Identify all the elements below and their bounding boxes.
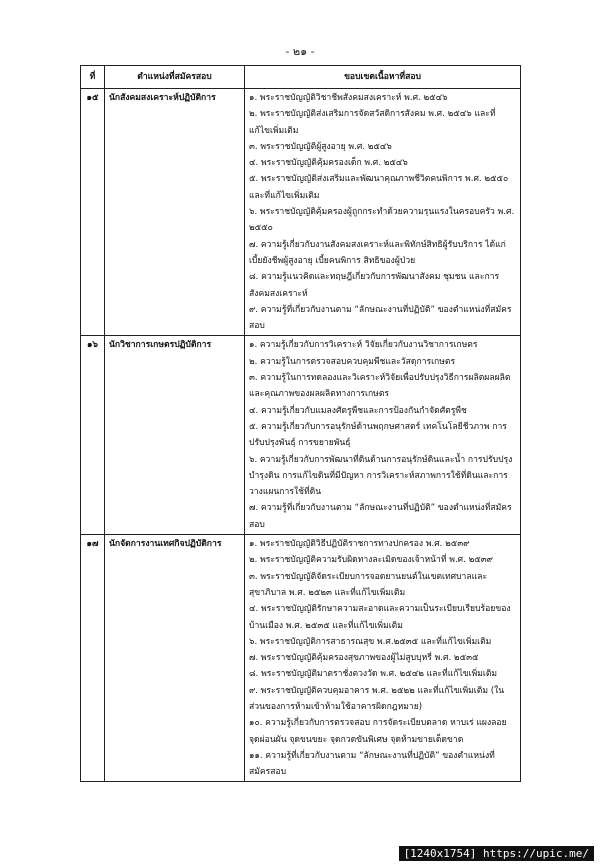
scope-item: ๙. พระราชบัญญัติควบคุมอาคาร พ.ศ. ๒๕๒๒ และที่แก้ไขเพิ่มเติม (ในส่วนของการห้ามเข้าห้ามใช้อาคารผิดกฎหมาย): [249, 685, 505, 712]
scope-item: ๒. ความรู้ในการตรวจสอบควบคุมพืชและวัสดุการเกษตร: [249, 356, 456, 367]
scope-item: ๑. พระราชบัญญัติวิชาชีพสังคมสงเคราะห์ พ.ศ. ๒๕๔๖: [249, 93, 448, 103]
scope-item: ๗. ความรู้ที่เกี่ยวกับงานตาม “ลักษณะงานที่ปฏิบัติ” ของตำแหน่งที่สมัครสอบ: [249, 503, 512, 530]
scope-item: ๒. พระราชบัญญัติความรับผิดทางละเมิดของเจ้าหน้าที่ พ.ศ. ๒๕๓๙: [249, 555, 493, 566]
scope-list: [245, 89, 521, 336]
scope-item: ๕. ความรู้เกี่ยวกับการอนุรักษ์ด้านพฤกษศาสตร์ เทคโนโลยีชีวภาพ การปรับปรุงพันธุ์ การขยายพันธุ์: [249, 421, 507, 449]
page-number: - ๒๑ -: [285, 45, 315, 58]
position-name: นักวิชาการเกษตรปฏิบัติการ: [105, 336, 245, 535]
scope-item: ๖. พระราชบัญญัติคุ้มครองผู้ถูกกระทำด้วยความรุนแรงในครอบครัว พ.ศ. ๒๕๕๐: [249, 207, 515, 234]
scope-list: [245, 336, 521, 535]
scope-item: ๓. ความรู้ในการทดลองและวิเคราะห์วิจัยเพื่อปรับปรุงวิธีการผลิตผลผลิต และคุณภาพของผลผลิตทางการเกษตร: [249, 373, 511, 400]
row-number: ๑๗: [81, 535, 105, 782]
scope-item: ๖. ความรู้เกี่ยวกับการพัฒนาที่ดินด้านการอนุรักษ์ดินและน้ำ การปรับปรุงบำรุงดิน การแก้ไขดินที่มีปัญหา การวิเคราะห์สภาพการใช้ที่ดินและการวางแผนการใช้ที่ดิน: [249, 454, 513, 498]
scope-item: ๖. พระราชบัญญัติการสาธารณสุข พ.ศ.๒๕๓๕ และที่แก้ไขเพิ่มเติม: [249, 636, 492, 647]
scope-item: ๒. พระราชบัญญัติส่งเสริมการจัดสวัสดิการสังคม พ.ศ. ๒๕๔๖ และที่แก้ไขเพิ่มเติม: [249, 109, 496, 136]
scope-item: ๗. พระราชบัญญัติคุ้มครองสุขภาพของผู้ไม่สูบบุหรี่ พ.ศ. ๒๕๓๕: [249, 653, 479, 664]
scope-list: [245, 535, 521, 782]
header-position: ตำแหน่งที่สมัครสอบ: [105, 66, 245, 89]
table-row: [81, 89, 521, 336]
scope-item: ๓. พระราชบัญญัติจัดระเบียบการจอดยานยนต์ในเขตเทศบาลและสุขาภิบาล พ.ศ. ๒๕๒๓ และที่แก้ไขเพิ่มเติม: [249, 571, 488, 598]
scope-item: ๗. ความรู้เกี่ยวกับงานสังคมสงเคราะห์และพิทักษ์สิทธิผู้รับบริการ ได้แก่ เบี้ยยังชีพผู้สูงอายุ เบี้ยคนพิการ สิทธิของผู้ป่วย: [249, 239, 506, 266]
scope-item: ๑๐. ความรู้เกี่ยวกับการตรวจสอบ การจัดระเบียบตลาด หาบเร่ แผงลอย จุดผ่อนผัน จุดขนขยะ จุดกวดขันพิเศษ จุดห้ามขายเด็ดขาด: [249, 718, 507, 745]
scope-item: ๑๑. ความรู้ที่เกี่ยวกับงานตาม “ลักษณะงานที่ปฏิบัติ” ของตำแหน่งที่สมัครสอบ: [249, 750, 495, 778]
table-header-row: [81, 66, 521, 89]
scope-item: ๙. ความรู้ที่เกี่ยวกับงานตาม “ลักษณะงานที่ปฏิบัติ” ของตำแหน่งที่สมัครสอบ: [249, 304, 512, 332]
table-row: [81, 336, 521, 535]
image-source-tag: [1240x1754] https://upic.me/: [399, 846, 594, 861]
scope-item: ๔. พระราชบัญญัติคุ้มครองเด็ก พ.ศ. ๒๕๔๖: [249, 158, 408, 169]
row-number: ๑๖: [81, 336, 105, 535]
scope-item: ๑. พระราชบัญญัติวิธีปฏิบัติราชการทางปกครอง พ.ศ. ๒๕๓๙: [249, 539, 470, 550]
header-number: ที่: [81, 66, 105, 89]
scope-item: ๕. พระราชบัญญัติส่งเสริมและพัฒนาคุณภาพชีวิตคนพิการ พ.ศ. ๒๕๕๐ และที่แก้ไขเพิ่มเติม: [249, 174, 509, 201]
exam-scope-table: [80, 65, 521, 782]
position-name: นักสังคมสงเคราะห์ปฏิบัติการ: [105, 89, 245, 336]
header-scope: ขอบเขตเนื้อหาที่สอบ: [245, 66, 521, 89]
row-number: ๑๕: [81, 89, 105, 336]
scope-item: ๘. ความรู้แนวคิดและทฤษฎีเกี่ยวกับการพัฒนาสังคม ชุมชน และการสังคมสงเคราะห์: [249, 272, 500, 299]
scope-item: ๑. ความรู้เกี่ยวกับการวิเคราะห์ วิจัยเกี่ยวกับงานวิชาการเกษตร: [249, 340, 478, 351]
scope-item: ๓. พระราชบัญญัติผู้สูงอายุ พ.ศ. ๒๕๔๖: [249, 141, 392, 152]
position-name: นักจัดการงานเทศกิจปฏิบัติการ: [105, 535, 245, 782]
scope-item: ๔. พระราชบัญญัติรักษาความสะอาดและความเป็นระเบียบเรียบร้อยของบ้านเมือง พ.ศ. ๒๕๓๕ และที่แก้ไขเพิ่มเติม: [249, 604, 511, 631]
scope-item: ๔. ความรู้เกี่ยวกับแมลงศัตรูพืชและการป้องกันกำจัดศัตรูพืช: [249, 405, 467, 416]
table-row: [81, 535, 521, 782]
scope-item: ๘. พระราชบัญญัติมาตราชั่งตวงวัด พ.ศ. ๒๕๔๒ และที่แก้ไขเพิ่มเติม: [249, 669, 498, 680]
